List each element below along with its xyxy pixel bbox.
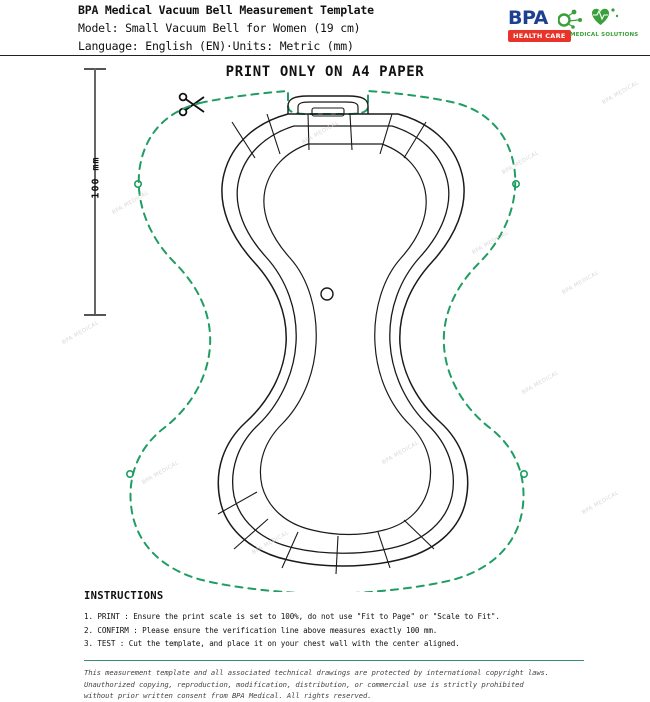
- footer-line: without prior written consent from BPA Medical. All rights reserved.: [84, 691, 372, 700]
- watermark: BPA MEDICAL: [251, 530, 291, 556]
- instruction-item: 3. TEST : Cut the template, and place it on your chest wall with the center aligned.: [84, 639, 460, 648]
- watermark: BPA MEDICAL: [581, 490, 621, 516]
- model-line: Model: Small Vacuum Bell for Women (19 cm): [78, 21, 361, 35]
- scale-cap-bottom: [84, 314, 106, 316]
- language-units-line: Language: English (EN)·Units: Metric (mm): [78, 39, 354, 53]
- page-title: BPA Medical Vacuum Bell Measurement Template: [78, 3, 374, 17]
- document-header: [0, 0, 650, 56]
- watermark: BPA MEDICAL: [601, 80, 641, 106]
- instructions-title: INSTRUCTIONS: [84, 590, 164, 602]
- logo-molecule-icon: [558, 4, 638, 34]
- copyright-footer: [84, 660, 584, 702]
- watermark: BPA MEDICAL: [501, 150, 541, 176]
- cut-line-outer: [130, 91, 523, 592]
- bpa-logo: [508, 4, 640, 50]
- verification-scale: [78, 68, 114, 316]
- watermark: BPA MEDICAL: [111, 190, 151, 216]
- top-tab-outline: [288, 96, 368, 114]
- vacuum-bell-template-drawing: [112, 62, 542, 592]
- watermark: BPA MEDICAL: [301, 120, 341, 146]
- header-text-block: [78, 2, 374, 55]
- logo-tagline: MEDICAL SOLUTIONS: [570, 32, 639, 38]
- watermark: BPA MEDICAL: [141, 460, 181, 486]
- center-hole-marker: [321, 288, 333, 300]
- watermark: BPA MEDICAL: [471, 230, 511, 256]
- print-banner: PRINT ONLY ON A4 PAPER: [225, 64, 425, 80]
- bell-outline-inner: [233, 126, 454, 553]
- watermark: BPA MEDICAL: [521, 370, 561, 396]
- instruction-item: 1. PRINT : Ensure the print scale is set to 100%, do not use "Fit to Page" or "Scale to Fit".: [84, 612, 500, 621]
- logo-healthcare-badge: HEALTH CARE: [508, 30, 571, 42]
- cut-marker-right-bottom: [521, 471, 527, 477]
- instructions-section: [84, 590, 584, 651]
- scale-label: 100 mm: [90, 156, 102, 199]
- watermark: BPA MEDICAL: [61, 320, 101, 346]
- bell-outline-outer: [218, 114, 467, 566]
- footer-line: This measurement template and all associated technical drawings are protected by international copyright laws.: [84, 668, 549, 677]
- footer-line: Unauthorized copying, reproduction, modification, distribution, or commercial use is strictly prohibited: [84, 679, 524, 689]
- watermark: BPA MEDICAL: [561, 270, 601, 296]
- watermark: BPA MEDICAL: [381, 440, 421, 466]
- logo-brand-text: BPA: [508, 7, 548, 29]
- instruction-item: 2. CONFIRM : Please ensure the verification line above measures exactly 100 mm.: [84, 625, 438, 635]
